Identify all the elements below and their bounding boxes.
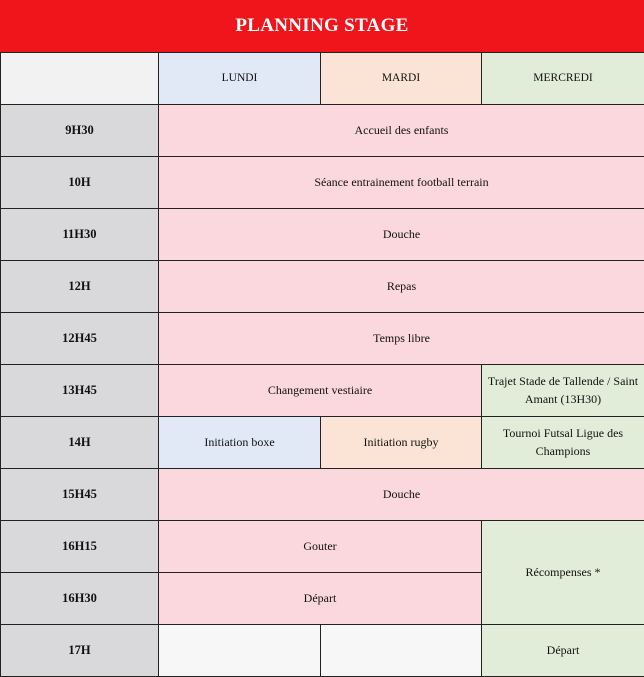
table-row (1, 469, 644, 521)
table-row (1, 313, 644, 365)
activity-trajet: Trajet Stade de Tallende / Saint Amant (13H30) (482, 365, 644, 417)
table-row (1, 521, 644, 573)
time-cell: 14H (1, 417, 159, 469)
activity-rugby: Initiation rugby (321, 417, 482, 469)
page-title: PLANNING STAGE (235, 15, 408, 37)
title-banner (0, 0, 644, 52)
activity-temps-libre: Temps libre (159, 313, 644, 365)
day-header-lundi: LUNDI (159, 53, 321, 105)
time-cell: 15H45 (1, 469, 159, 521)
time-cell: 9H30 (1, 105, 159, 157)
activity-depart-2: Départ (482, 625, 644, 677)
time-cell: 16H30 (1, 573, 159, 625)
table-row (1, 209, 644, 261)
time-cell: 10H (1, 157, 159, 209)
table-row (1, 157, 644, 209)
activity-changement: Changement vestiaire (159, 365, 482, 417)
activity-repas: Repas (159, 261, 644, 313)
table-row (1, 417, 644, 469)
day-header-mardi: MARDI (321, 53, 482, 105)
activity-accueil: Accueil des enfants (159, 105, 644, 157)
activity-gouter: Gouter (159, 521, 482, 573)
time-cell: 17H (1, 625, 159, 677)
activity-depart: Départ (159, 573, 482, 625)
schedule-table (0, 52, 644, 677)
table-row (1, 105, 644, 157)
activity-recompenses: Récompenses * (482, 521, 644, 625)
table-row (1, 261, 644, 313)
time-cell: 12H45 (1, 313, 159, 365)
activity-douche-2: Douche (159, 469, 644, 521)
table-row (1, 625, 644, 677)
table-row (1, 365, 644, 417)
time-cell: 12H (1, 261, 159, 313)
corner-cell (1, 53, 159, 105)
header-row (1, 53, 644, 105)
activity-boxe: Initiation boxe (159, 417, 321, 469)
time-cell: 13H45 (1, 365, 159, 417)
empty-cell (159, 625, 321, 677)
time-cell: 11H30 (1, 209, 159, 261)
time-cell: 16H15 (1, 521, 159, 573)
activity-seance: Séance entrainement football terrain (159, 157, 644, 209)
activity-tournoi: Tournoi Futsal Ligue des Champions (482, 417, 644, 469)
activity-douche: Douche (159, 209, 644, 261)
empty-cell (321, 625, 482, 677)
day-header-mercredi: MERCREDI (482, 53, 644, 105)
